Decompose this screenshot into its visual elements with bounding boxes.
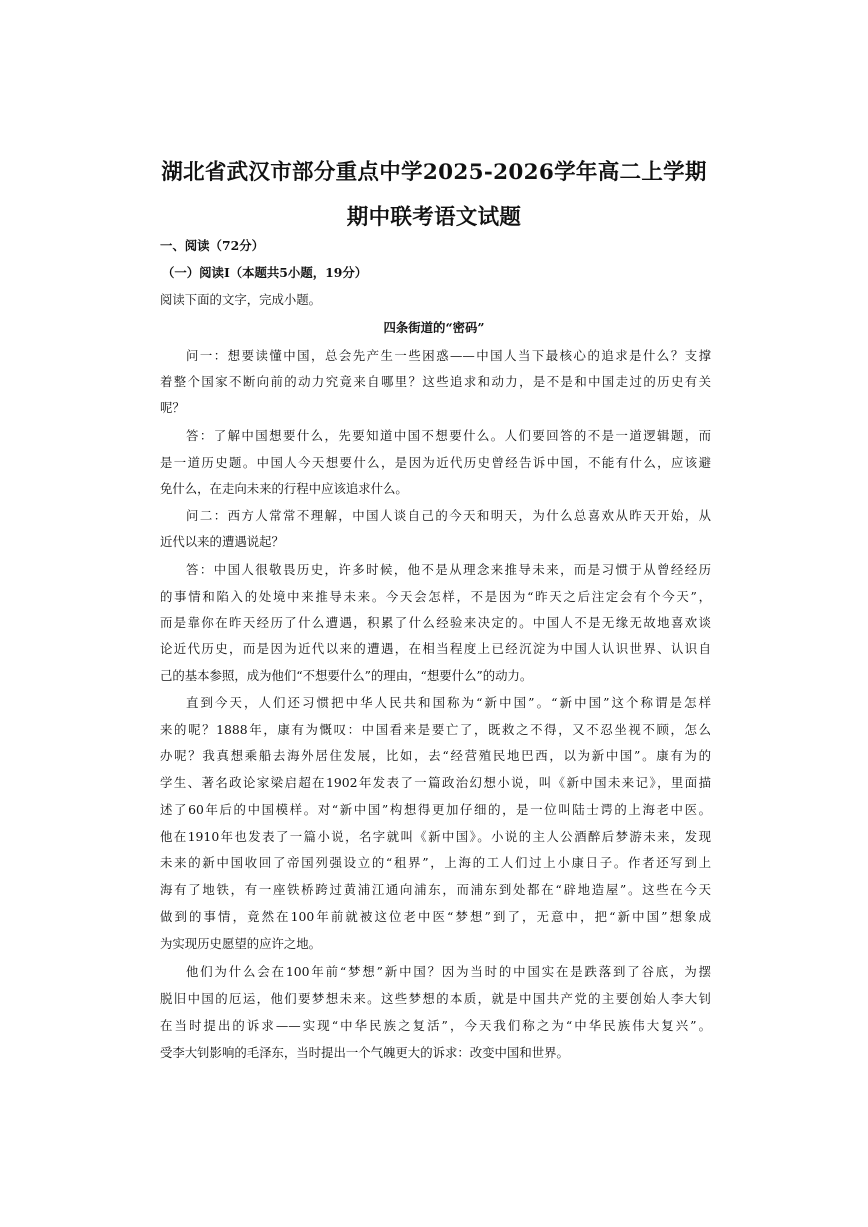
passage-line: 他在1910年也发表了一篇小说，名字就叫《新中国》。小说的主人公酒醉后梦游未来，发现	[160, 829, 711, 844]
passage-line: 论近代历史，而是因为近代以来的遭遇，在相当程度上已经沉淀为中国人认识世界、认识自	[160, 641, 711, 656]
passage-line: 免什么，在走向未来的行程中应该追求什么。	[160, 481, 408, 496]
passage-line: 学生、著名政论家梁启超在1902年发表了一篇政治幻想小说，叫《新中国未来记》，里面描	[160, 775, 711, 790]
passage-line: 的事情和陷入的处境中来推导未来。今天会怎样，不是因为“昨天之后注定会有个今天”，	[160, 589, 711, 604]
section-heading: 一、阅读（72分）	[160, 238, 264, 253]
passage-line: 脱旧中国的厄运，他们要梦想未来。这些梦想的本质，就是中国共产党的主要创始人李大钊	[160, 991, 711, 1006]
passage-line: 他们为什么会在100年前“梦想”新中国？因为当时的中国实在是跌落到了谷底，为摆	[186, 964, 711, 979]
passage-line: 呢？	[160, 400, 185, 415]
exam-title-line-2: 期中联考语文试题	[346, 205, 522, 230]
passage-line: 问一：想要读懂中国，总会先产生一些困惑——中国人当下最核心的追求是什么？支撑	[186, 348, 711, 363]
passage-line: 己的基本参照，成为他们“不想要什么”的理由，“想要什么”的动力。	[160, 668, 533, 683]
passage-line: 为实现历史愿望的应许之地。	[160, 936, 322, 951]
passage-line: 在当时提出的诉求——实现“中华民族之复活”，今天我们称之为“中华民族伟大复兴”。	[160, 1018, 711, 1033]
passage-line: 办呢？我真想乘船去海外居住发展，比如，去“经营殖民地巴西，以为新中国”。康有为的	[160, 748, 711, 763]
passage-line: 直到今天，人们还习惯把中华人民共和国称为“新中国”。“新中国”这个称谓是怎样	[186, 695, 711, 710]
passage-line: 近代以来的遭遇说起？	[160, 534, 284, 549]
passage-line: 未来的新中国收回了帝国列强设立的“租界”，上海的工人们过上小康日子。作者还写到上	[160, 855, 711, 870]
passage-line: 而是靠你在昨天经历了什么遭遇，积累了什么经验来决定的。中国人不是无缘无故地喜欢谈	[160, 615, 711, 630]
passage-line: 是一道历史题。中国人今天想要什么，是因为近代历史曾经告诉中国，不能有什么，应该避	[160, 455, 711, 470]
passage-line: 着整个国家不断向前的动力究竟来自哪里？这些追求和动力，是不是和中国走过的历史有关	[160, 374, 711, 389]
passage-title: 四条街道的“密码”	[383, 320, 485, 335]
passage-line: 受李大钊影响的毛泽东，当时提出一个气魄更大的诉求：改变中国和世界。	[160, 1045, 569, 1060]
passage-line: 答：了解中国想要什么，先要知道中国不想要什么。人们要回答的不是一道逻辑题，而	[186, 428, 711, 443]
passage-line: 述了60年后的中国模样。对“新中国”构想得更加仔细的，是一位叫陆士谔的上海老中医。	[160, 802, 711, 817]
passage-line: 问二：西方人常常不理解，中国人谈自己的今天和明天，为什么总喜欢从昨天开始，从	[186, 508, 711, 523]
subsection-heading: （一）阅读Ⅰ（本题共5小题，19分）	[162, 265, 368, 280]
passage-line: 做到的事情，竟然在100年前就被这位老中医“梦想”到了，无意中，把“新中国”想象成	[160, 909, 711, 924]
passage-line: 答：中国人很敬畏历史，许多时候，他不是从理念来推导未来，而是习惯于从曾经经历	[186, 562, 711, 577]
exam-title-line-1: 湖北省武汉市部分重点中学2025-2026学年高二上学期	[161, 160, 707, 185]
reading-instruction: 阅读下面的文字，完成小题。	[160, 292, 322, 307]
passage-line: 来的呢？1888年，康有为慨叹：中国看来是要亡了，既救之不得，又不忍坐视不顾，怎么	[160, 722, 711, 737]
passage-line: 海有了地铁，有一座铁桥跨过黄浦江通向浦东，而浦东到处都在“辟地造屋”。这些在今天	[160, 882, 711, 897]
